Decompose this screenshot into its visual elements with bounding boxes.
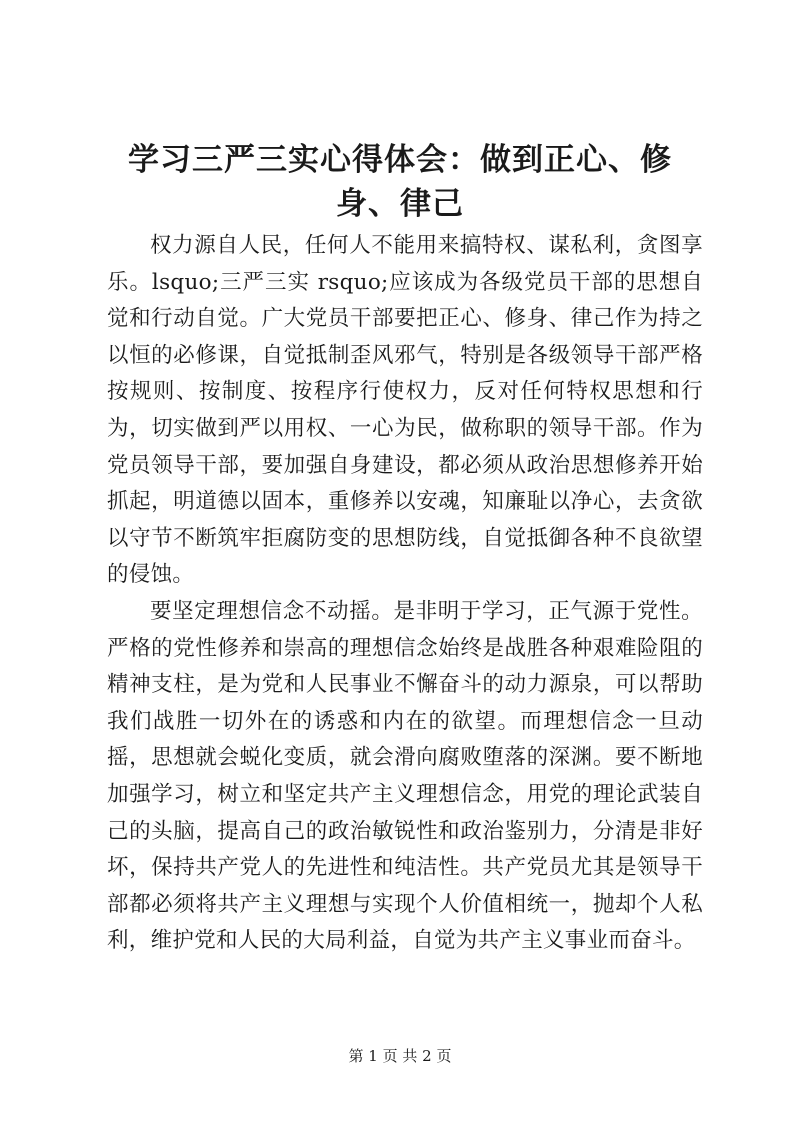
page-footer: 第 1 页 共 2 页 [348,1047,452,1065]
paragraph-2: 要坚定理想信念不动摇。是非明于学习，正气源于党性。严格的党性修养和崇高的理想信念始终是战胜各种艰难险阻的精神支柱，是为党和人民事业不懈奋斗的动力源泉，可以帮助我们战胜一切外在的诱惑和内在的欲望。而理想信念一旦动摇，思想就会蜕化变质，就会滑向腐败堕落的深渊。要不断地加强学习，树立和坚定共产主义理想信念，用党的理论武装自己的头脑，提高自己的政治敏锐性和政治鉴别力，分清是非好坏，保持共产党人的先进性和纯洁性。共产党员尤其是领导干部都必须将共产主义理想与实现个人价值相统一，抛却个人私利，维护党和人民的大局利益，自觉为共产主义事业而奋斗。 [107,598,703,954]
document-title: 学习三严三实心得体会：做到正心、修身、律己 [128,142,672,222]
document-body [107,228,703,960]
paragraph-1: 权力源自人民，任何人不能用来搞特权、谋私利，贪图享乐。lsquo;三严三实 rsquo;应该成为各级党员干部的思想自觉和行动自觉。广大党员干部要把正心、修身、律己作为持之以恒的必修课，自觉抵制歪风邪气，特别是各级领导干部严格按规则、按制度、按程序行使权力，反对任何特权思想和行为，切实做到严以用权、一心为民，做称职的领导干部。作为党员领导干部，要加强自身建设，都必须从政治思想修养开始抓起，明道德以固本，重修养以安魂，知廉耻以净心，去贪欲以守节不断筑牢拒腐防变的思想防线，自觉抵御各种不良欲望的侵蚀。 [107,233,703,588]
